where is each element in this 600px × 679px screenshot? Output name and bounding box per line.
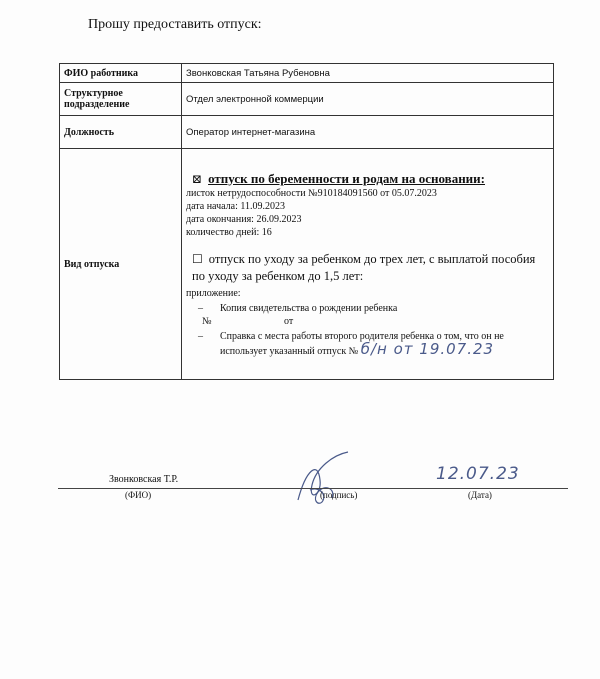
list-dash: – xyxy=(198,302,203,314)
handwritten-signature xyxy=(288,450,358,510)
leave-option-childcare xyxy=(186,251,549,285)
table-row-leave-type xyxy=(60,149,554,380)
childcare-title: отпуск по уходу за ребенком до трех лет, с выплатой пособия по уходу за ребенком до 1,5 лет: xyxy=(192,251,536,283)
attachment-item xyxy=(186,330,549,358)
handwritten-date: 12.07.23 xyxy=(436,464,520,484)
department-label: Структурное подразделение xyxy=(60,83,182,116)
sick-leave-details xyxy=(186,187,549,239)
attachment-label: приложение: xyxy=(186,287,241,299)
detail-line: дата начала: 11.09.2023 xyxy=(186,200,285,212)
table-row-position xyxy=(60,116,554,149)
unchecked-checkbox-icon: ☐ xyxy=(192,251,203,266)
leave-option-maternity xyxy=(186,171,549,187)
position-value: Оператор интернет-магазина xyxy=(182,116,554,149)
employee-label: ФИО работника xyxy=(60,64,182,83)
list-dash: – xyxy=(198,330,203,342)
signature-line xyxy=(58,488,568,489)
detail-line: дата окончания: 26.09.2023 xyxy=(186,213,302,225)
caption-signature: (подпись) xyxy=(320,490,358,500)
caption-date: (Дата) xyxy=(468,490,492,500)
employee-value: Звонковская Татьяна Рубеновна xyxy=(182,64,554,83)
maternity-title: отпуск по беременности и родам на основании: xyxy=(208,170,485,186)
position-label: Должность xyxy=(60,116,182,149)
attachment-number-line: № от xyxy=(202,315,294,327)
attachment-item xyxy=(186,302,549,328)
leave-type-value xyxy=(182,149,554,380)
department-value: Отдел электронной коммерции xyxy=(182,83,554,116)
handwritten-reference: б/н от 19.07.23 xyxy=(360,339,495,358)
signature-block xyxy=(0,464,600,510)
detail-line: количество дней: 16 xyxy=(186,226,272,238)
attachment-text: Копия свидетельства о рождении ребенка xyxy=(220,302,398,314)
request-heading: Прошу предоставить отпуск: xyxy=(88,17,262,32)
table-row-department xyxy=(60,83,554,116)
attachment-text-body: Справка с места работы второго родителя ребенка о том, что он не использует указанный отпуск № xyxy=(220,330,504,357)
leave-type-label: Вид отпуска xyxy=(60,149,182,380)
leave-form-table xyxy=(59,63,554,380)
attachment-text xyxy=(220,330,549,358)
table-row-employee xyxy=(60,64,554,83)
caption-fio: (ФИО) xyxy=(125,490,152,500)
detail-line: листок нетрудоспособности №910184091560 от 05.07.2023 xyxy=(186,187,437,199)
signer-name: Звонковская Т.Р. xyxy=(109,474,179,485)
checked-checkbox-icon: ⊠ xyxy=(192,171,203,186)
